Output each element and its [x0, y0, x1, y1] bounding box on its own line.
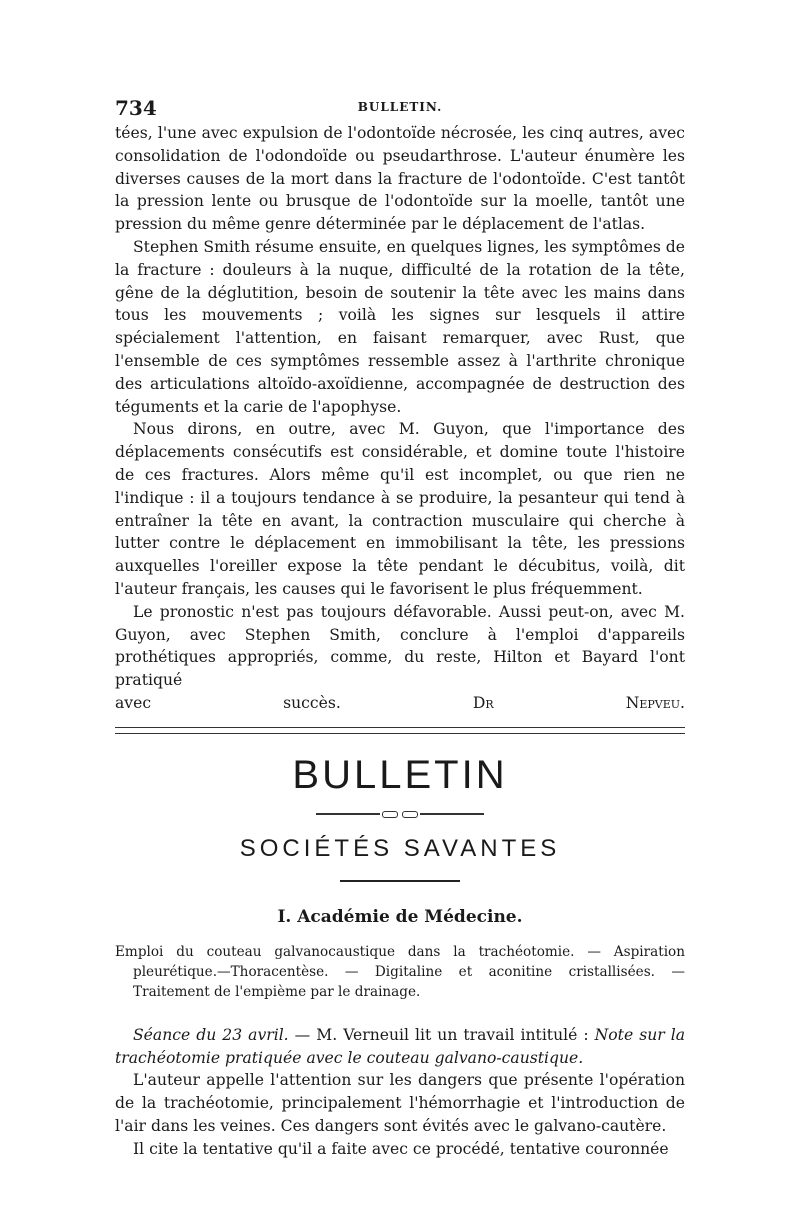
- seance-date: Séance du 23 avril.: [133, 1025, 289, 1044]
- running-title: BULLETIN.: [357, 100, 443, 114]
- paragraph: Le pronostic n'est pas toujours défavorable. Aussi peut-on, avec M. Guyon, avec Stephen Smith, conclure à l'emploi d'appareils prothétiques appropriés, comme, du reste, Hilton et Bayard l'ont pratiqué: [115, 602, 685, 690]
- section-title: BULLETIN: [292, 752, 508, 797]
- page-number: 734: [115, 96, 157, 120]
- seance-work-title: Note sur la trachéotomie pratiquée avec le couteau galvano-caustique.: [115, 1025, 685, 1067]
- short-rule: [340, 880, 460, 882]
- seance-paragraph: [115, 1024, 685, 1070]
- section-subtitle: SOCIÉTÉS SAVANTES: [239, 834, 561, 862]
- subsection-heading: I. Académie de Médecine.: [277, 906, 523, 927]
- seance-intro: — M. Verneuil lit un travail intitulé :: [288, 1025, 595, 1044]
- paragraph: L'auteur appelle l'attention sur les dangers que présente l'opération de la trachéotomie, principalement l'hémorrhagie et l'introduction de l'air dans les veines. Ces dangers sont évités avec le galvano-cautère.: [115, 1071, 685, 1135]
- summary: Emploi du couteau galvanocaustique dans la trachéotomie. — Aspiration pleurétique.—Thoracentèse. — Digitaline et aconitine cristallisées. — Traitement de l'empième par le drainage.: [115, 943, 685, 1000]
- author-signature: Dr Nepveu.: [472, 693, 685, 712]
- ornament-divider: [115, 804, 685, 814]
- signature-line: [115, 692, 685, 715]
- running-head: [115, 96, 685, 122]
- paragraph: Il cite la tentative qu'il a faite avec ce procédé, tentative couronnée: [133, 1139, 669, 1158]
- page: [115, 96, 685, 1161]
- paragraph: Nous dirons, en outre, avec M. Guyon, que l'importance des déplacements consécutifs est considérable, et domine toute l'histoire de ces fractures. Alors même qu'il est incomplet, ou que rien ne l'indique : il a toujours tendance à se produire, la pesanteur qui tend à entraîner la tête en avant, la contraction musculaire qui cherche à lutter contre le déplacement en immobilisant la tête, les pressions auxquelles l'oreiller expose la tête pendant le décubitus, voilà, dit l'auteur français, les causes qui le favorisent le plus fréquemment.: [115, 420, 685, 598]
- section-divider: [115, 727, 685, 734]
- paragraph: tées, l'une avec expulsion de l'odontoïde nécrosée, les cinq autres, avec consolidation de l'odondoïde ou pseudarthrose. L'auteur énumère les diverses causes de la mort dans la fracture de l'odontoïde. C'est tantôt la pression lente ou brusque de l'odontoïde sur la moelle, tantôt une pression du même genre déterminée par le déplacement de l'atlas.: [115, 124, 685, 234]
- last-line-text: avec succès.: [115, 693, 341, 712]
- paragraph: Stephen Smith résume ensuite, en quelques lignes, les symptômes de la fracture : douleurs à la nuque, difficulté de la rotation de la tête, gêne de la déglutition, besoin de soutenir la tête avec les mains dans tous les mouvements ; voilà les signes sur lesquels il attire spécialement l'attention, en faisant remarquer, avec Rust, que l'ensemble de ces symptômes ressemble assez à l'arthrite chronique des articulations altoïdo-axoïdienne, accompagnée de destruction des téguments et la carie de l'apophyse.: [115, 237, 685, 416]
- article-end: [115, 122, 685, 715]
